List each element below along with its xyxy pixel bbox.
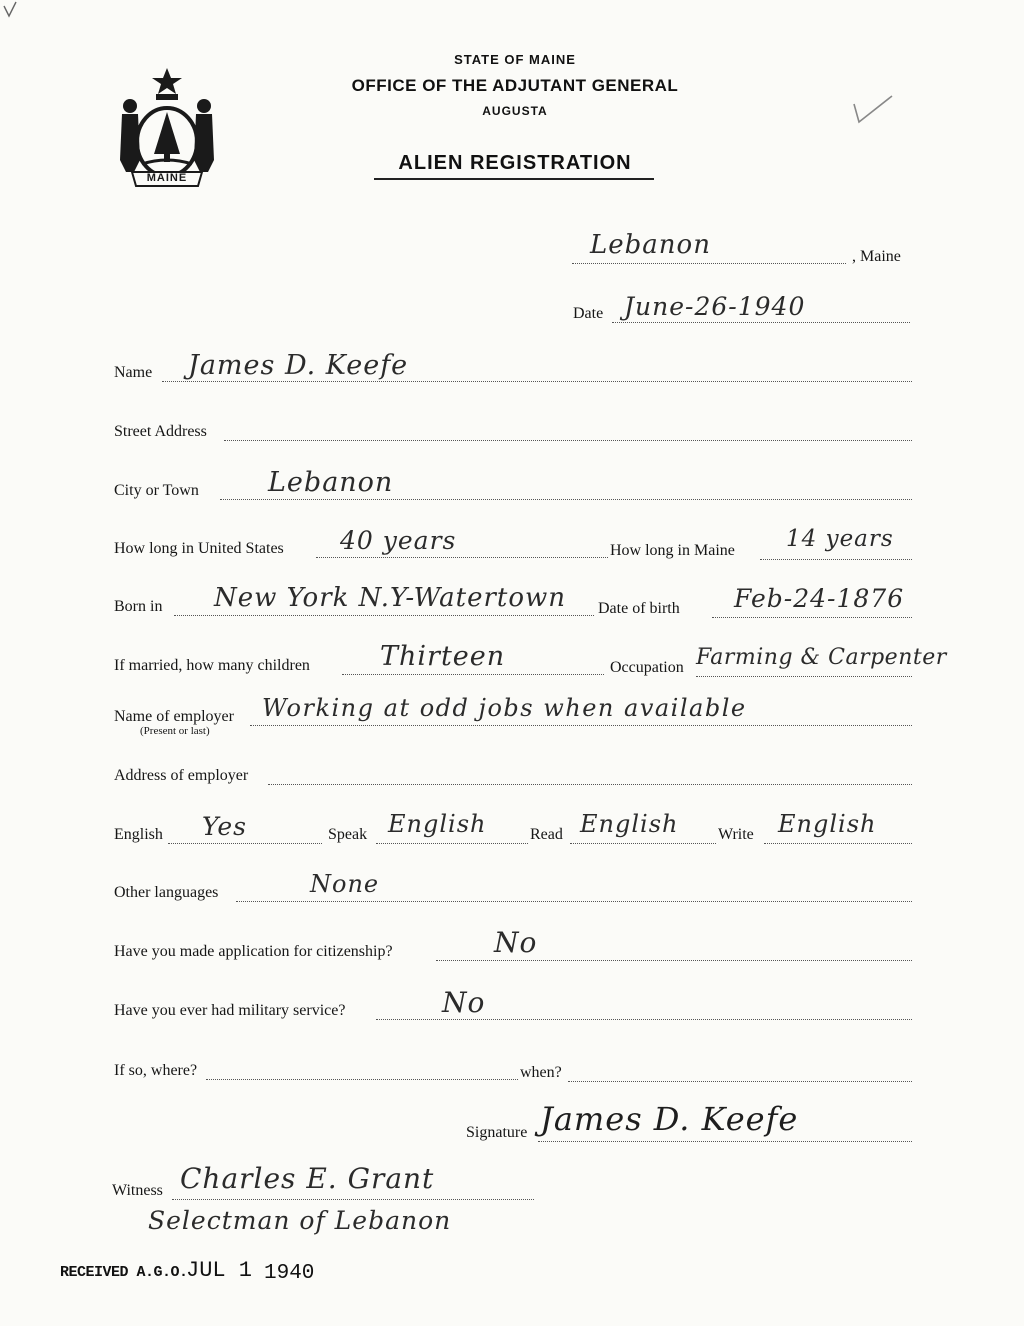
witness-title: Selectman of Lebanon [148,1206,452,1235]
witness-value: Charles E. Grant [180,1162,435,1195]
header-office: OFFICE OF THE ADJUTANT GENERAL [351,76,679,95]
speak-label: Speak [328,826,368,843]
date-label: Date [573,305,604,322]
occupation-value: Farming & Carpenter [696,645,947,670]
born-in-label: Born in [114,598,163,615]
corner-check-mark-icon [0,0,26,26]
employer-value: Working at odd jobs when available [262,694,747,722]
date-of-birth-value: Feb-24-1876 [734,584,905,613]
english-label: English [114,826,163,843]
employer-address-label: Address of employer [114,767,249,784]
other-languages-label: Other languages [114,884,219,901]
check-mark-icon [850,92,896,128]
city-label: City or Town [114,482,199,499]
name-label: Name [114,364,153,381]
received-stamp: RECEIVED A.G.O. [60,1264,188,1281]
citizenship-label: Have you made application for citizenship? [114,943,393,960]
how-long-us-value: 40 years [340,526,457,555]
english-value: Yes [202,812,247,841]
children-label: If married, how many children [114,657,310,674]
military-label: Have you ever had military service? [114,1002,346,1019]
read-value: English [580,810,679,838]
header-city: AUGUSTA [482,104,548,118]
children-value: Thirteen [380,641,506,672]
header-state: STATE OF MAINE [454,52,576,67]
read-label: Read [530,826,563,843]
date-value: June-26-1940 [624,292,806,321]
other-languages-value: None [310,870,380,898]
street-address-label: Street Address [114,423,207,440]
place-value: Lebanon [590,230,711,260]
occupation-label: Occupation [610,659,684,676]
how-long-maine-value: 14 years [786,526,894,552]
if-so-where-label: If so, where? [114,1062,198,1079]
seal-banner-text: MAINE [146,172,188,184]
military-value: No [442,986,486,1019]
signature-label: Signature [466,1124,528,1141]
maine-state-seal-icon [112,64,222,192]
employer-label: Name of employer [114,708,234,725]
born-in-value: New York N.Y-Watertown [214,583,567,613]
witness-label: Witness [112,1182,163,1199]
speak-value: English [388,810,487,838]
how-long-maine-label: How long in Maine [610,542,735,559]
received-stamp-date: JUL 1 [186,1258,253,1283]
received-stamp-year: 1940 [264,1262,315,1285]
citizenship-value: No [494,926,538,959]
signature-value: James D. Keefe [540,1100,799,1138]
employer-sublabel: (Present or last) [140,725,210,737]
title-underline [374,178,654,180]
when-label: when? [520,1064,562,1081]
date-of-birth-label: Date of birth [598,600,680,617]
how-long-us-label: How long in United States [114,540,284,557]
form-title: ALIEN REGISTRATION [398,152,632,174]
city-value: Lebanon [268,467,394,498]
place-label: , Maine [852,248,901,265]
name-value: James D. Keefe [188,350,409,381]
write-value: English [778,810,877,838]
write-label: Write [718,826,754,843]
